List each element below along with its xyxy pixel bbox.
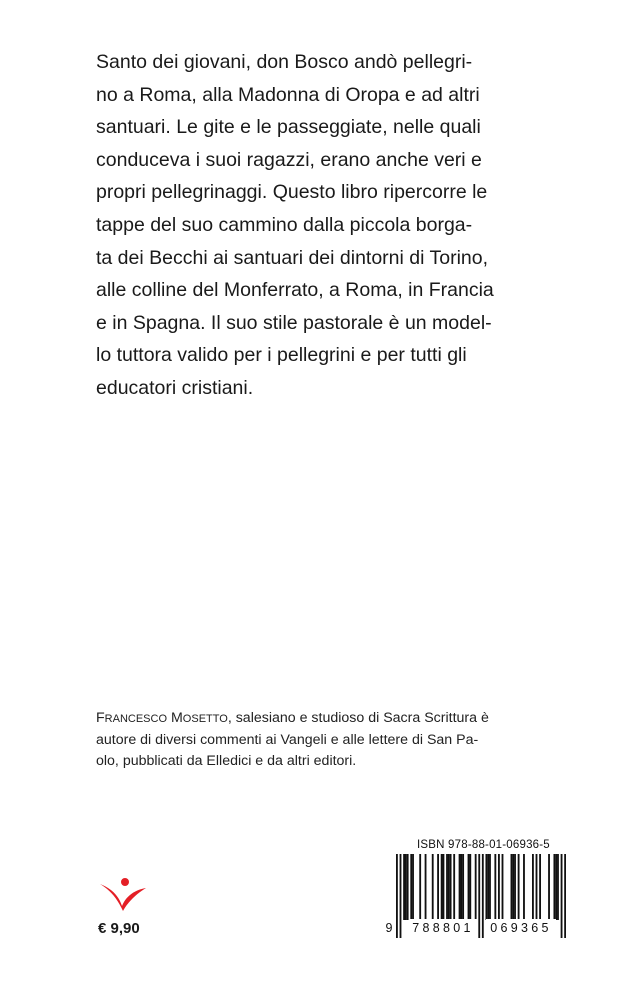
barcode-bar	[553, 854, 555, 920]
barcode-bar	[518, 854, 520, 920]
author-bio	[96, 708, 489, 772]
author-bio-line: olo, pubblicati da Elledici e da altri editori.	[96, 753, 357, 769]
blurb-line: propri pellegrinaggi. Questo libro ripercorre le	[96, 181, 488, 204]
barcode-bar	[448, 854, 450, 920]
isbn-label: ISBN 978-88-01-06936-5	[417, 839, 550, 851]
barcode-bar	[412, 854, 414, 920]
blurb-line: e in Spagna. Il suo stile pastorale è un model-	[96, 311, 492, 334]
barcode-bar	[459, 854, 461, 920]
author-bio-line: FRANCESCO MOSETTO, salesiano e studioso di Sacra Scrittura è	[96, 710, 489, 726]
barcode-bar	[536, 854, 538, 920]
barcode-bar	[557, 854, 559, 920]
barcode-bar	[494, 854, 496, 920]
barcode-bar	[523, 854, 525, 920]
barcode-bar	[482, 854, 484, 938]
blurb-line: ta dei Becchi ai santuari dei dintorni di Torino,	[96, 246, 489, 269]
barcode-bar	[478, 854, 480, 938]
barcode-bar	[425, 854, 427, 920]
barcode-bar	[443, 854, 445, 920]
blurb-line: educatori cristiani.	[96, 376, 254, 399]
barcode-bar	[512, 854, 514, 920]
barcode-left-digits: 788801	[409, 919, 477, 937]
barcode-bar	[462, 854, 464, 920]
barcode-bar	[548, 854, 550, 920]
barcode-bar	[450, 854, 452, 920]
barcode-bar	[405, 854, 407, 920]
barcode-bar	[403, 854, 405, 920]
barcode-bar	[485, 854, 487, 920]
barcode-lead-digit: 9	[385, 921, 393, 935]
barcode-bar	[419, 854, 421, 920]
barcode-bar	[564, 854, 566, 938]
barcode-bar	[475, 854, 477, 920]
blurb-line: tappe del suo cammino dalla piccola borga-	[96, 213, 473, 236]
barcode-bar	[514, 854, 516, 920]
barcode-bar	[407, 854, 409, 920]
barcode-bar	[502, 854, 504, 920]
author-name: FRANCESCO MOSETTO	[96, 710, 228, 726]
barcode-bar	[400, 854, 402, 938]
barcode-bar	[460, 854, 462, 920]
barcode-bar	[432, 854, 434, 920]
barcode-bar	[446, 854, 448, 920]
blurb-line: no a Roma, alla Madonna di Oropa e ad altri	[96, 83, 480, 106]
back-cover-blurb	[96, 46, 494, 405]
barcode-bar	[561, 854, 563, 938]
author-bio-line: autore di diversi commenti ai Vangeli e alle lettere di San Pa-	[96, 732, 479, 748]
barcode-bar	[441, 854, 443, 920]
barcode-bar	[437, 854, 439, 920]
barcode-bar	[489, 854, 491, 920]
price-label: € 9,90	[98, 920, 140, 937]
barcode-bar	[469, 854, 471, 920]
barcode-bar	[410, 854, 412, 920]
barcode-bar	[532, 854, 534, 920]
blurb-line: santuari. Le gite e le passeggiate, nelle quali	[96, 116, 481, 139]
blurb-line: alle colline del Monferrato, a Roma, in Francia	[96, 279, 494, 302]
blurb-line: conduceva i suoi ragazzi, erano anche veri e	[96, 148, 482, 171]
barcode-right-digits: 069365	[486, 919, 556, 937]
barcode-bar	[396, 854, 398, 938]
barcode-bar	[498, 854, 500, 920]
barcode-bar	[468, 854, 470, 920]
barcode-bar	[453, 854, 455, 920]
blurb-line: Santo dei giovani, don Bosco andò pellegri-	[96, 51, 473, 73]
barcode-bar	[511, 854, 513, 920]
barcode-bar	[487, 854, 489, 920]
barcode-bar	[555, 854, 557, 920]
barcode-bar	[539, 854, 541, 920]
publisher-swoosh-icon	[98, 876, 148, 912]
blurb-line: lo tuttora valido per i pellegrini e per tutti gli	[96, 344, 467, 367]
